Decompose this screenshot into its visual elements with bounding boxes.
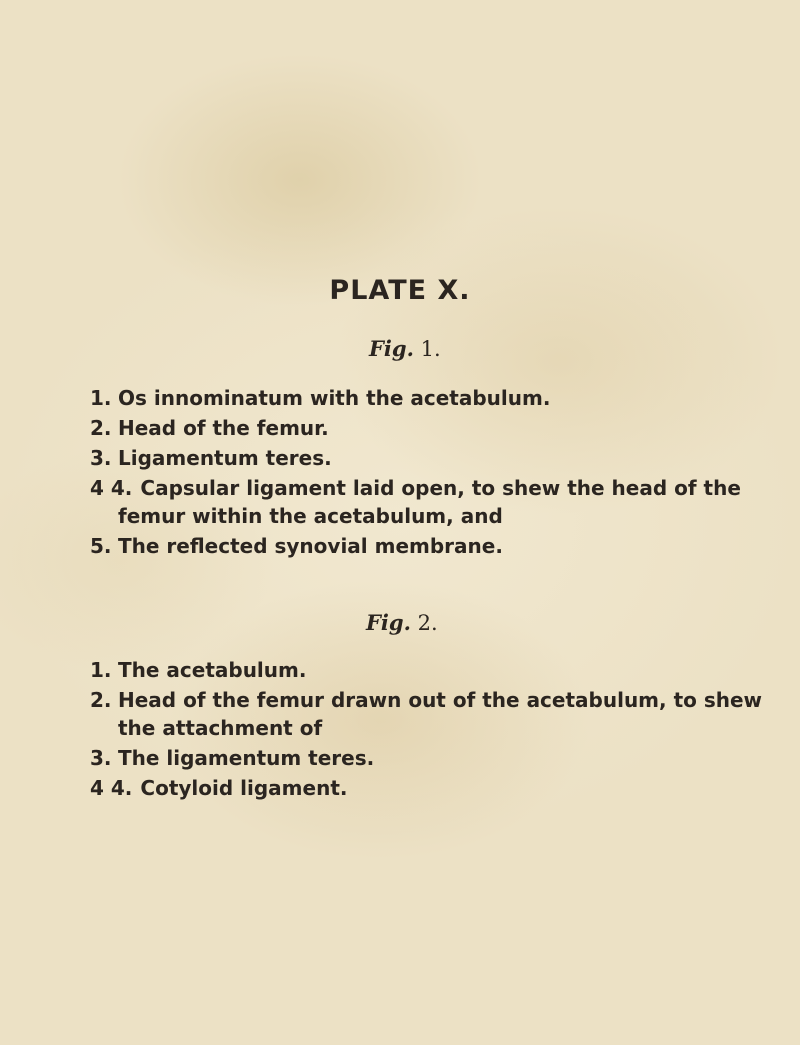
- item-number: 2.: [90, 688, 112, 712]
- fig-1-item-2: [90, 413, 329, 443]
- item-number: 4 4.: [90, 476, 133, 500]
- fig-1-heading: [369, 336, 441, 361]
- fig-2-number: 2.: [417, 611, 438, 635]
- item-text: Capsular ligament laid open, to shew the head of the: [140, 476, 741, 500]
- fig-2-item-2-continuation: the attachment of: [118, 716, 323, 740]
- item-number: 2.: [90, 416, 112, 440]
- item-text: The reflected synovial membrane.: [118, 534, 503, 558]
- item-number: 3.: [90, 446, 112, 470]
- fig-2-item-3: [90, 743, 374, 773]
- fig-1-item-1: [90, 383, 550, 413]
- fig-1-item-4: [90, 473, 741, 503]
- fig-1-label: Fig.: [369, 336, 414, 361]
- fig-2-heading: [366, 610, 438, 635]
- item-number: 3.: [90, 746, 112, 770]
- item-text: Os innominatum with the acetabulum.: [118, 386, 551, 410]
- item-number: 1.: [90, 658, 112, 682]
- fig-2-item-1: [90, 655, 306, 685]
- fig-2-item-4: [90, 773, 347, 803]
- item-number: 1.: [90, 386, 112, 410]
- item-number: 4 4.: [90, 776, 133, 800]
- fig-1-item-3: [90, 443, 332, 473]
- item-text: Head of the femur.: [118, 416, 329, 440]
- item-number: 5.: [90, 534, 112, 558]
- fig-1-number: 1.: [420, 337, 441, 361]
- fig-2-label: Fig.: [366, 610, 411, 635]
- item-text: Head of the femur drawn out of the acetabulum, to shew: [118, 688, 763, 712]
- item-text: The acetabulum.: [118, 658, 307, 682]
- fig-1-item-4-continuation: femur within the acetabulum, and: [118, 504, 503, 528]
- item-text: Ligamentum teres.: [118, 446, 332, 470]
- plate-title: PLATE X.: [329, 275, 471, 306]
- fig-2-item-2: [90, 685, 762, 715]
- item-text: The ligamentum teres.: [118, 746, 375, 770]
- fig-1-item-5: [90, 531, 503, 561]
- item-text: Cotyloid ligament.: [140, 776, 348, 800]
